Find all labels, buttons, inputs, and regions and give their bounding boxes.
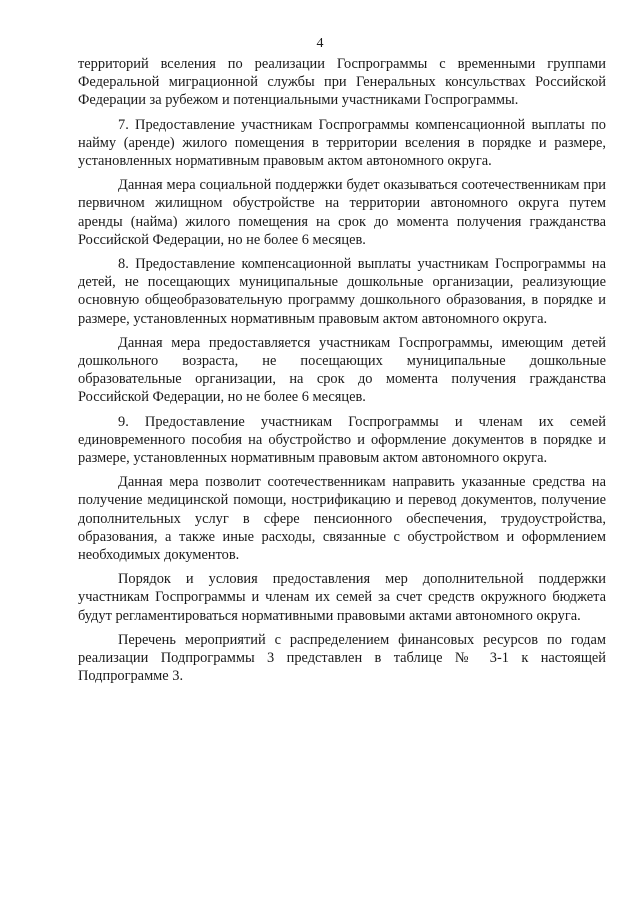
paragraph-item-7-description: Данная мера социальной поддержки будет оказываться соотечественникам при первичном жилищном обустройстве на территории автономного округа путем аренды (найма) жилого помещения на срок до момента получения гражданства Российской Федерации, но не более 6 месяцев.	[78, 177, 606, 248]
paragraph-item-9-description: Данная мера позволит соотечественникам направить указанные средства на получение медицинской помощи, нострификацию и перевод документов, получение дополнительных услуг в сфере пенсионного обеспечения, трудоустройства, образования, а также иные расходы, связанные с обустройством и оформлением необходимых документов.	[78, 474, 606, 564]
paragraph-item-7: 7. Предоставление участникам Госпрограммы компенсационной выплаты по найму (аренде) жилого помещения в территории вселения в порядке и размере, установленных нормативным правовым актом автономного округа.	[78, 116, 606, 170]
paragraph-item-9: 9. Предоставление участникам Госпрограммы и членам их семей единовременного пособия на обустройство и оформление документов в порядке и размере, установленных нормативным правовым актом автономного округа.	[78, 413, 606, 467]
paragraph-continuation: территорий вселения по реализации Госпрограммы с временными группами Федеральной миграционной службы при Генеральных консульствах Российской Федерации за рубежом и потенциальными участниками Госпрограммы.	[78, 56, 606, 109]
paragraph-table-reference: Перечень мероприятий с распределением финансовых ресурсов по годам реализации Подпрограммы 3 представлен в таблице № 3-1 к настоящей Подпрограмме 3.	[78, 631, 606, 685]
document-body	[78, 55, 606, 692]
paragraph-item-8-description: Данная мера предоставляется участникам Госпрограммы, имеющим детей дошкольного возраста, не посещающих муниципальные дошкольные образовательные организации, на срок до момента получения гражданства Российской Федерации, но не более 6 месяцев.	[78, 334, 606, 406]
page-number: 4	[316, 36, 324, 51]
paragraph-procedure: Порядок и условия предоставления мер дополнительной поддержки участникам Госпрограммы и членам их семей за счет средств окружного бюджета будут регламентироваться нормативными правовыми актами автономного округа.	[78, 571, 606, 624]
paragraph-item-8: 8. Предоставление компенсационной выплаты участникам Госпрограммы на детей, не посещающих муниципальные дошкольные организации, реализующие основную общеобразовательную программу дошкольного образования, в порядке и размере, установленных нормативным правовым актом автономного округа.	[78, 256, 606, 327]
